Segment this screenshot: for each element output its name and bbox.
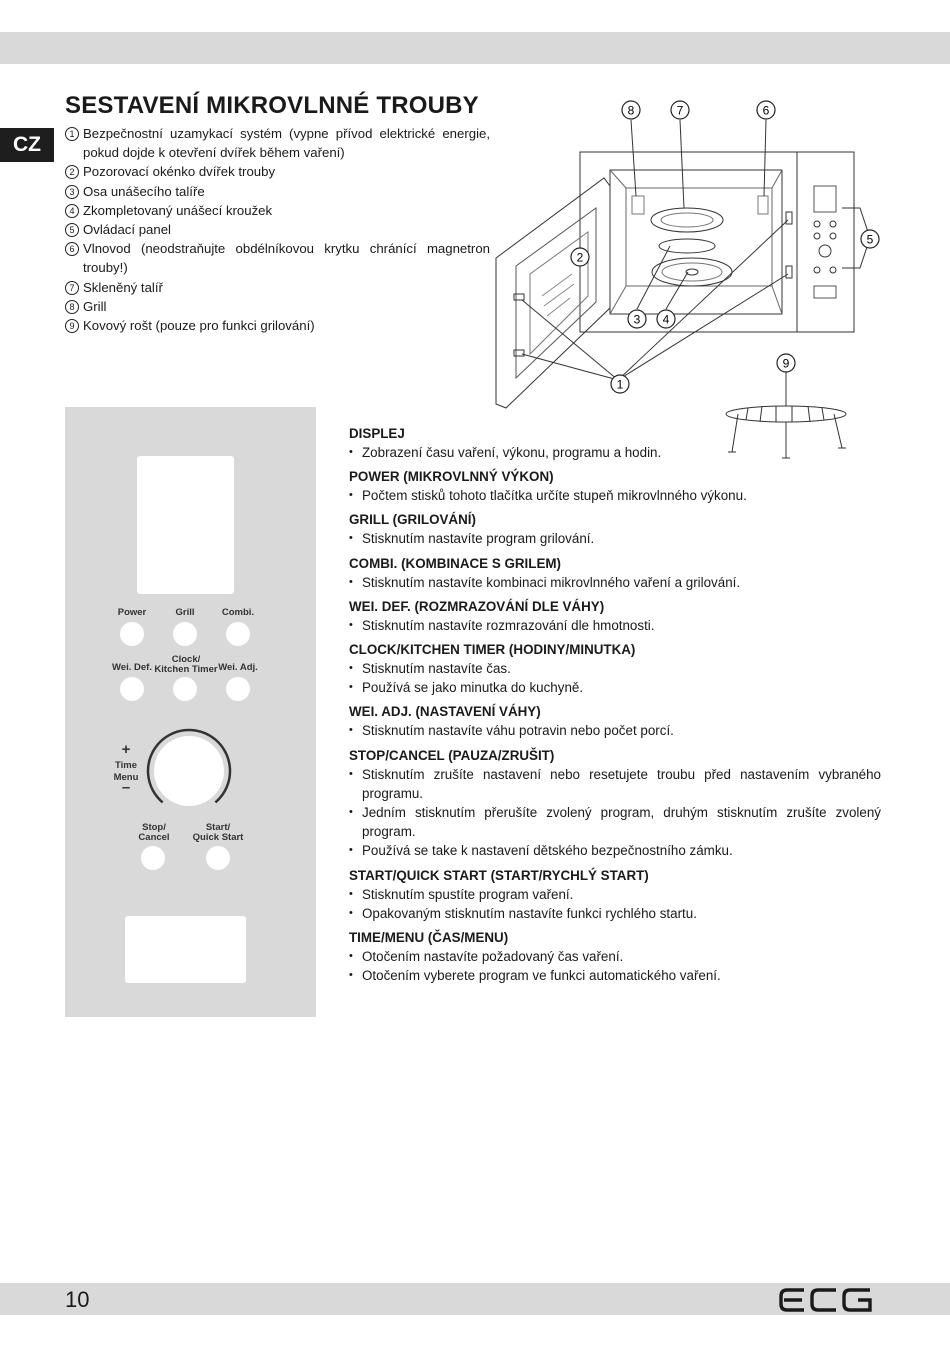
svg-text:8: 8 (627, 103, 635, 118)
controls-description (349, 424, 881, 985)
list-item: • Používá se take k nastavení dětského bezpečnostního zámku. (349, 841, 881, 860)
time-label: Time (114, 760, 137, 771)
svg-text:4: 4 (662, 312, 670, 327)
list-item: • Otočením nastavíte požadovaný čas vaření. (349, 947, 881, 966)
control-panel-illustration (65, 407, 316, 1017)
stop-label-line1: Stop/ (142, 822, 166, 833)
wei-def-button (120, 677, 144, 701)
section-list (349, 443, 881, 462)
list-item (65, 182, 490, 201)
combi-label: Combi. (221, 607, 255, 618)
list-item: • Používá se jako minutka do kuchyně. (349, 678, 881, 697)
list-item: • Stisknutím nastavíte rozmrazování dle hmotnosti. (349, 616, 881, 635)
wei-def-label: Wei. Def. (112, 662, 152, 673)
clock-label-line2: Kitchen Timer (154, 664, 218, 675)
section-title-start: START/QUICK START (START/RYCHLÝ START) (349, 867, 649, 883)
part-number: 9 (65, 319, 79, 333)
part-number: 7 (65, 281, 79, 295)
grill-label: Grill (175, 607, 195, 618)
part-number: 4 (65, 204, 79, 218)
callout-1 (611, 375, 629, 393)
power-button (120, 622, 144, 646)
section-list (349, 573, 881, 592)
part-number: 1 (65, 127, 79, 141)
bottom-window (125, 916, 246, 983)
part-text: Zkompletovaný unášecí kroužek (83, 202, 273, 218)
start-button (206, 846, 230, 870)
part-text: Vlnovod (neodstraňujte obdélníkovou krytku chránící magnetron trouby!) (83, 241, 490, 276)
start-label (185, 823, 251, 843)
stop-cancel-button (141, 846, 165, 870)
start-label-line2: Quick Start (192, 832, 244, 843)
section-list (349, 486, 881, 505)
section-title-time-menu: TIME/MENU (ČAS/MENU) (349, 930, 509, 946)
callout-5 (861, 230, 879, 248)
callout-2 (571, 248, 589, 266)
stop-label-line2: Cancel (138, 832, 170, 843)
section-list (349, 765, 881, 861)
part-text: Bezpečnostní uzamykací systém (vypne přívod elektrické energie, pokud dojde k otevření dvířek během vaření) (83, 126, 490, 161)
list-item (65, 297, 490, 316)
part-text: Kovový rošt (pouze pro funkci grilování) (83, 318, 315, 334)
list-item: • Stisknutím zrušíte nastavení nebo resetujete troubu před nastavením vybraného programu. (349, 765, 881, 803)
list-item: • Opakovaným stisknutím nastavíte funkci rychlého startu. (349, 904, 881, 923)
language-tab: CZ (0, 128, 54, 162)
list-item: • Jedním stisknutím přerušíte zvolený program, druhým stisknutím zrušíte zvolený program. (349, 803, 881, 841)
list-item (65, 278, 490, 297)
svg-text:7: 7 (676, 103, 684, 118)
list-item: • Otočením vyberete program ve funkci automatického vaření. (349, 966, 881, 985)
list-item: • Počtem stisků tohoto tlačítka určíte stupeň mikrovlnného výkonu. (349, 486, 881, 505)
part-text: Grill (83, 298, 107, 314)
list-item: • Stisknutím nastavíte čas. (349, 659, 881, 678)
callout-6 (757, 101, 775, 119)
part-text: Pozorovací okénko dvířek trouby (83, 164, 276, 180)
parts-list (65, 124, 490, 335)
part-number: 8 (65, 300, 79, 314)
wei-adj-label: Wei. Adj. (218, 662, 258, 673)
list-item: • Stisknutím nastavíte program grilování. (349, 529, 881, 548)
list-item (65, 316, 490, 335)
list-item: • Zobrazení času vaření, výkonu, programu a hodin. (349, 443, 881, 462)
section-title-display: DISPLEJ (349, 426, 405, 441)
power-label: Power (117, 607, 147, 618)
section-title-power: POWER (MIKROVLNNÝ VÝKON) (349, 469, 554, 485)
section-title-stop-cancel: STOP/CANCEL (PAUZA/ZRUŠIT) (349, 747, 555, 763)
list-item (65, 124, 490, 162)
part-text: Osa unášecího talíře (83, 183, 205, 199)
callout-3 (628, 310, 646, 328)
section-list (349, 721, 881, 740)
section-title-combi: COMBI. (KOMBINACE S GRILEM) (349, 555, 562, 571)
header-band (0, 32, 950, 64)
svg-text:9: 9 (782, 356, 790, 371)
minus-sign: – (121, 779, 131, 796)
section-title-clock: CLOCK/KITCHEN TIMER (HODINY/MINUTKA) (349, 642, 636, 658)
page-number: 10 (65, 1287, 90, 1312)
part-number: 5 (65, 223, 79, 237)
stop-cancel-label (127, 823, 181, 843)
list-item (65, 239, 490, 277)
clock-button (173, 677, 197, 701)
callout-9 (777, 354, 795, 372)
part-number: 6 (65, 242, 79, 256)
svg-text:5: 5 (866, 232, 874, 247)
grill-button (173, 622, 197, 646)
page-title: SESTAVENÍ MIKROVLNNÉ TROUBY (65, 92, 479, 119)
section-list (349, 616, 881, 635)
svg-text:1: 1 (616, 377, 624, 392)
part-text: Skleněný talíř (83, 279, 163, 295)
ecg-logo (778, 1287, 874, 1313)
svg-text:3: 3 (633, 312, 641, 327)
svg-text:2: 2 (576, 250, 584, 265)
list-item: • Stisknutím nastavíte kombinaci mikrovlnného vaření a grilování. (349, 573, 881, 592)
wei-adj-button (226, 677, 250, 701)
start-label-line1: Start/ (205, 822, 231, 833)
menu-label: Menu (113, 772, 139, 783)
clock-label-line1: Clock/ (171, 654, 201, 665)
part-number: 3 (65, 185, 79, 199)
callout-4 (657, 310, 675, 328)
section-list (349, 659, 881, 697)
list-item (65, 201, 490, 220)
section-list (349, 885, 881, 923)
part-text: Ovládací panel (83, 222, 171, 238)
part-number: 2 (65, 165, 79, 179)
list-item: • Stisknutím spustíte program vaření. (349, 885, 881, 904)
microwave-diagram (492, 96, 892, 466)
callout-8 (622, 101, 640, 119)
section-list (349, 529, 881, 548)
svg-text:6: 6 (762, 103, 770, 118)
plus-sign: + (121, 741, 131, 758)
time-menu-knob (139, 723, 239, 819)
list-item (65, 220, 490, 239)
list-item (65, 162, 490, 181)
display-window (137, 456, 234, 594)
combi-button (226, 622, 250, 646)
section-list (349, 947, 881, 985)
list-item: • Stisknutím nastavíte váhu potravin nebo počet porcí. (349, 721, 881, 740)
section-title-wei-def: WEI. DEF. (ROZMRAZOVÁNÍ DLE VÁHY) (349, 598, 605, 614)
callout-7 (671, 101, 689, 119)
section-title-wei-adj: WEI. ADJ. (NASTAVENÍ VÁHY) (349, 704, 541, 720)
cabinet-outline (580, 152, 854, 332)
section-title-grill: GRILL (GRILOVÁNÍ) (349, 512, 476, 528)
